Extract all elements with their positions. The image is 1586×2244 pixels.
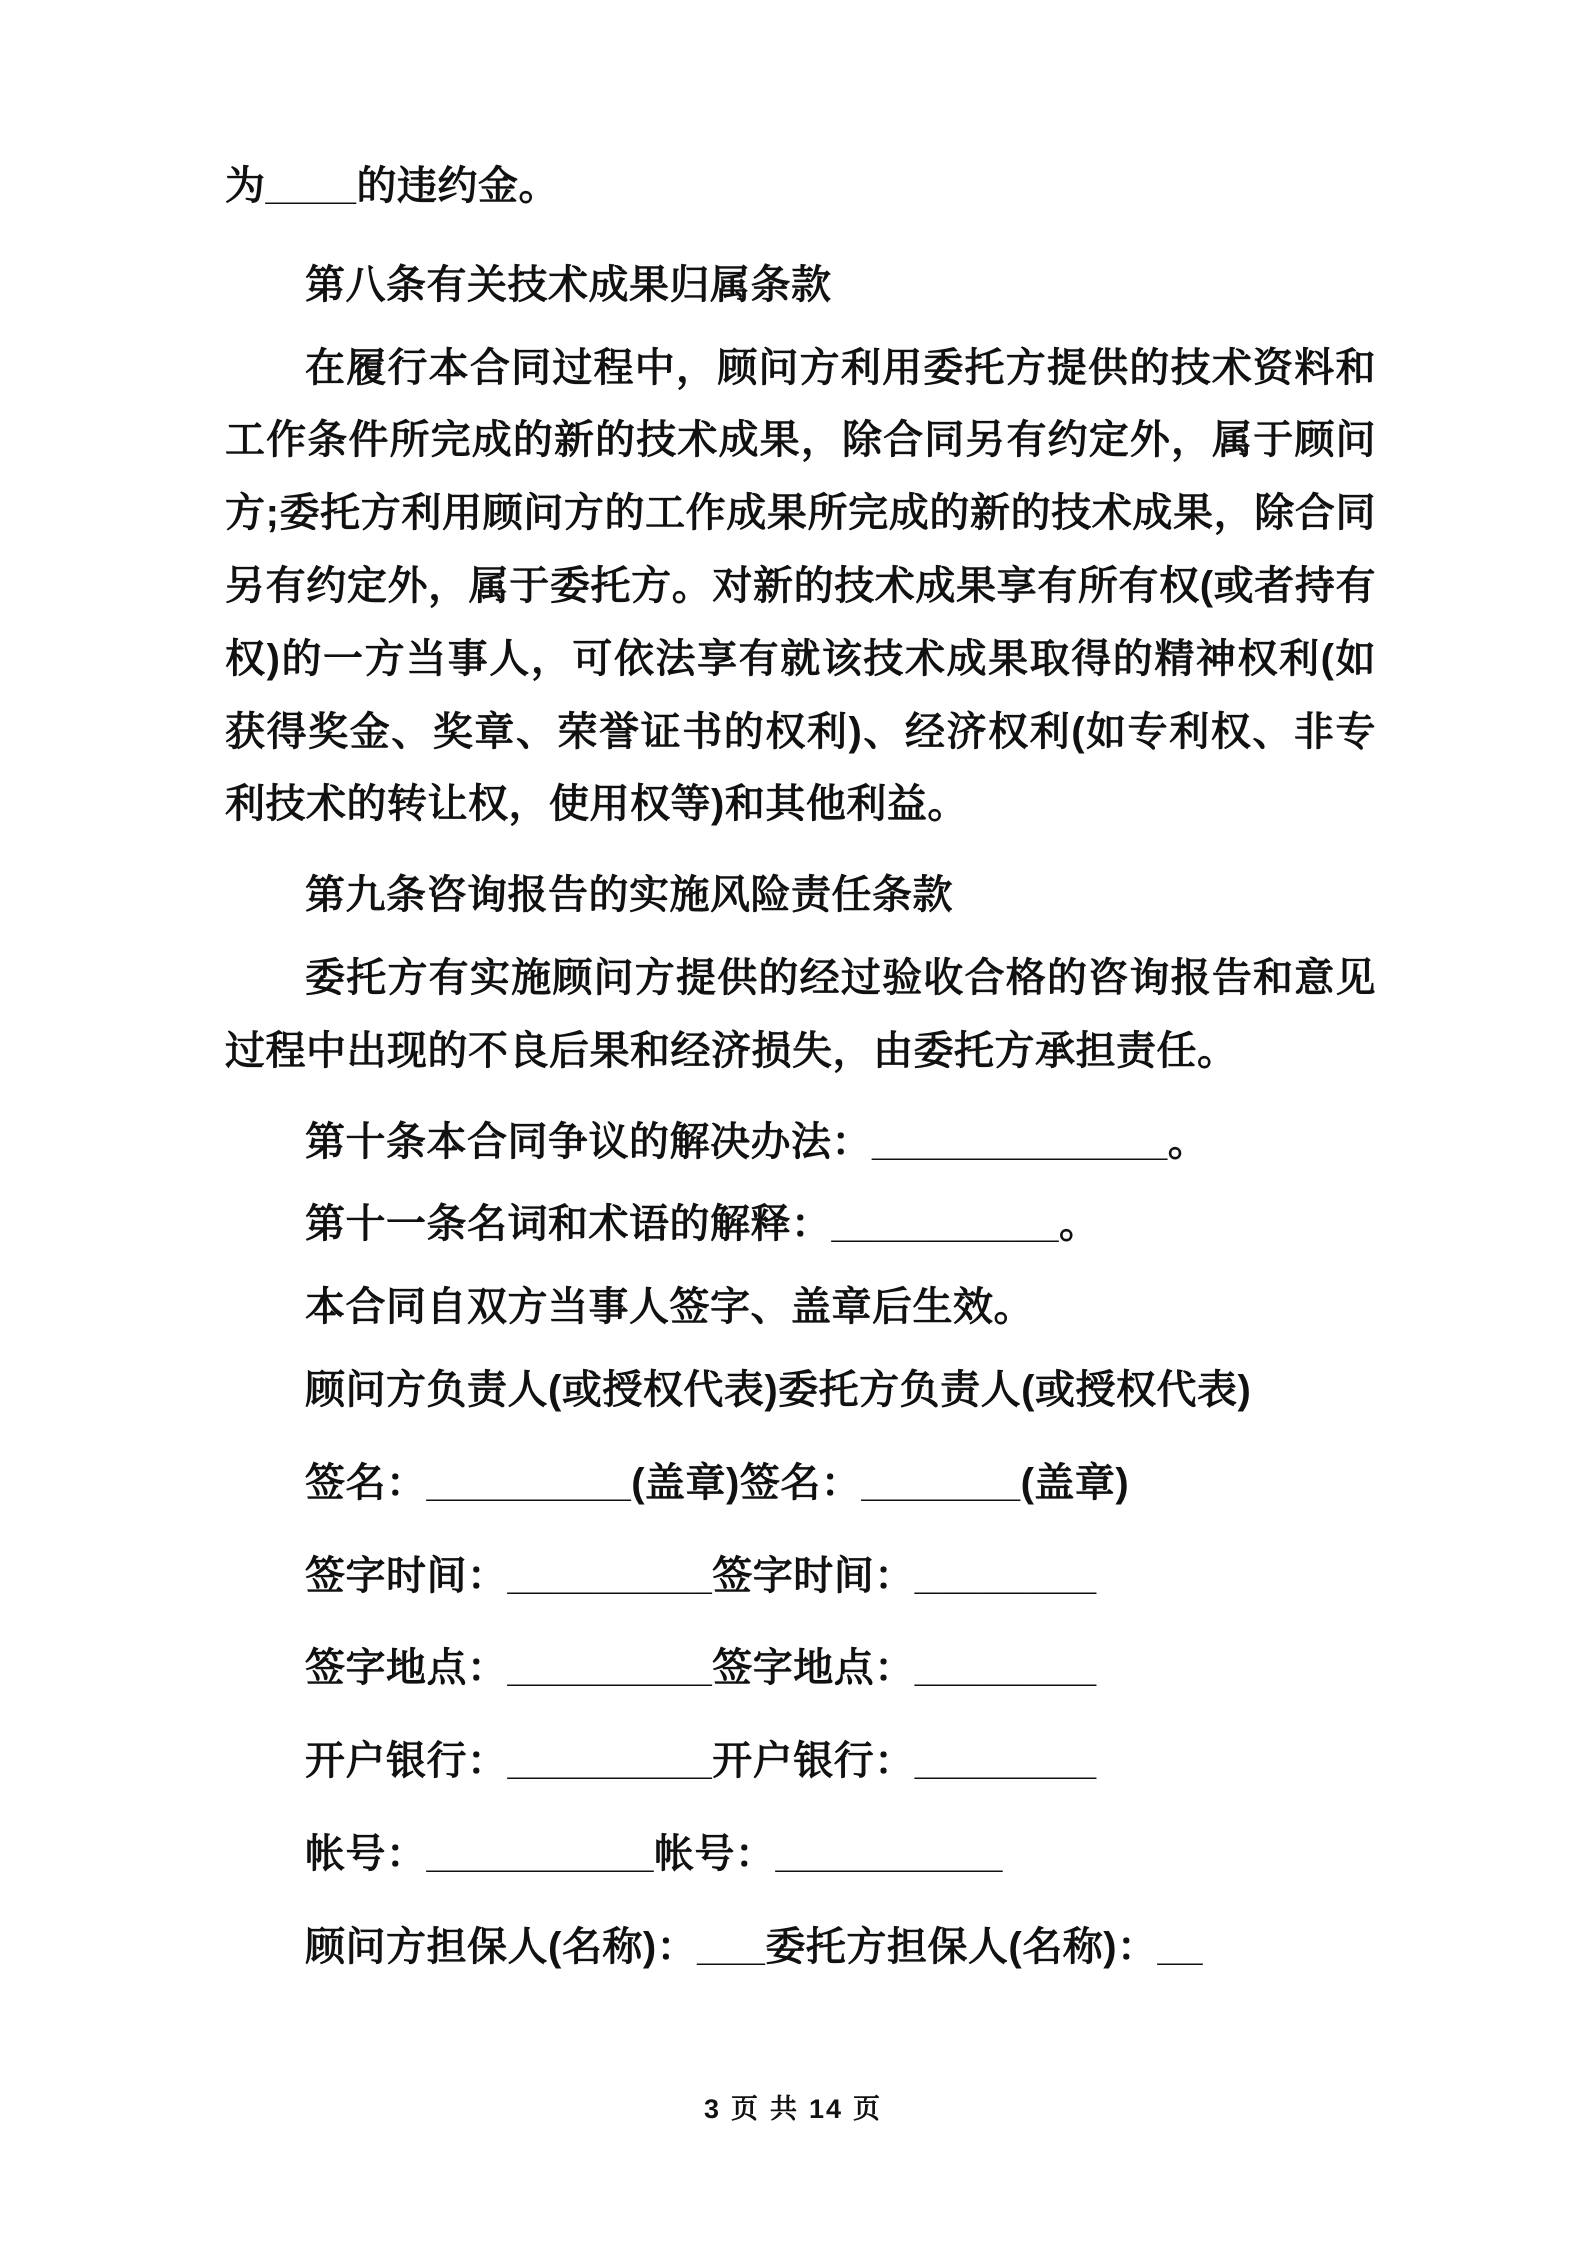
footer-total-prefix: 共 [769,2094,799,2124]
section-heading-article-8: 第八条有关技术成果归属条款 [305,262,832,307]
signature-line-date: 签字时间：_________签字时间：________ [305,1553,1097,1598]
document-body [225,150,1376,1984]
page-footer [0,2087,1586,2126]
footer-page-number: 3 [703,2094,721,2124]
section-heading-article-9: 第九条咨询报告的实施风险责任条款 [305,873,953,918]
footer-total-label: 页 [853,2094,883,2124]
signature-line-account: 帐号：__________帐号：__________ [305,1831,1003,1876]
paragraph-article-8-body: 在履行本合同过程中，顾问方利用委托方提供的技术资料和工作条件所完成的新的技术成果，除合同另有约定外，属于顾问方;委托方利用顾问方的工作成果所完成的新的技术成果，除合同另有约定外，属于委托方。对新的技术成果享有所有权(或者持有权)的一方当事人，可依法享有就该技术成果取得的精神权利(如获得奖金、奖章、荣誉证书的权利)、经济权利(如专利权、非专利技术的转让权，使用权等)和其他利益。 [225,345,1376,827]
paragraph-effective-clause: 本合同自双方当事人签字、盖章后生效。 [305,1285,1034,1330]
footer-total-pages: 14 [808,2094,844,2124]
signature-line-name: 签名：_________(盖章)签名：_______(盖章) [305,1460,1130,1505]
signature-line-place: 签字地点：_________签字地点：________ [305,1646,1097,1691]
paragraph-continuation: 为____的违约金。 [225,164,559,208]
footer-page-label: 页 [730,2094,760,2124]
section-heading-article-10: 第十条本合同争议的解决办法：_____________。 [305,1119,1209,1164]
signature-line-representatives: 顾问方负责人(或授权代表)委托方负责人(或授权代表) [305,1367,1252,1412]
section-heading-article-11: 第十一条名词和术语的解释：__________。 [305,1202,1100,1247]
signature-line-bank: 开户银行：_________开户银行：________ [305,1739,1097,1784]
signature-line-guarantor: 顾问方担保人(名称)：___委托方担保人(名称)：__ [305,1924,1204,1969]
paragraph-article-9-body: 委托方有实施顾问方提供的经过验收合格的咨询报告和意见过程中出现的不良后果和经济损失，由委托方承担责任。 [225,955,1376,1073]
